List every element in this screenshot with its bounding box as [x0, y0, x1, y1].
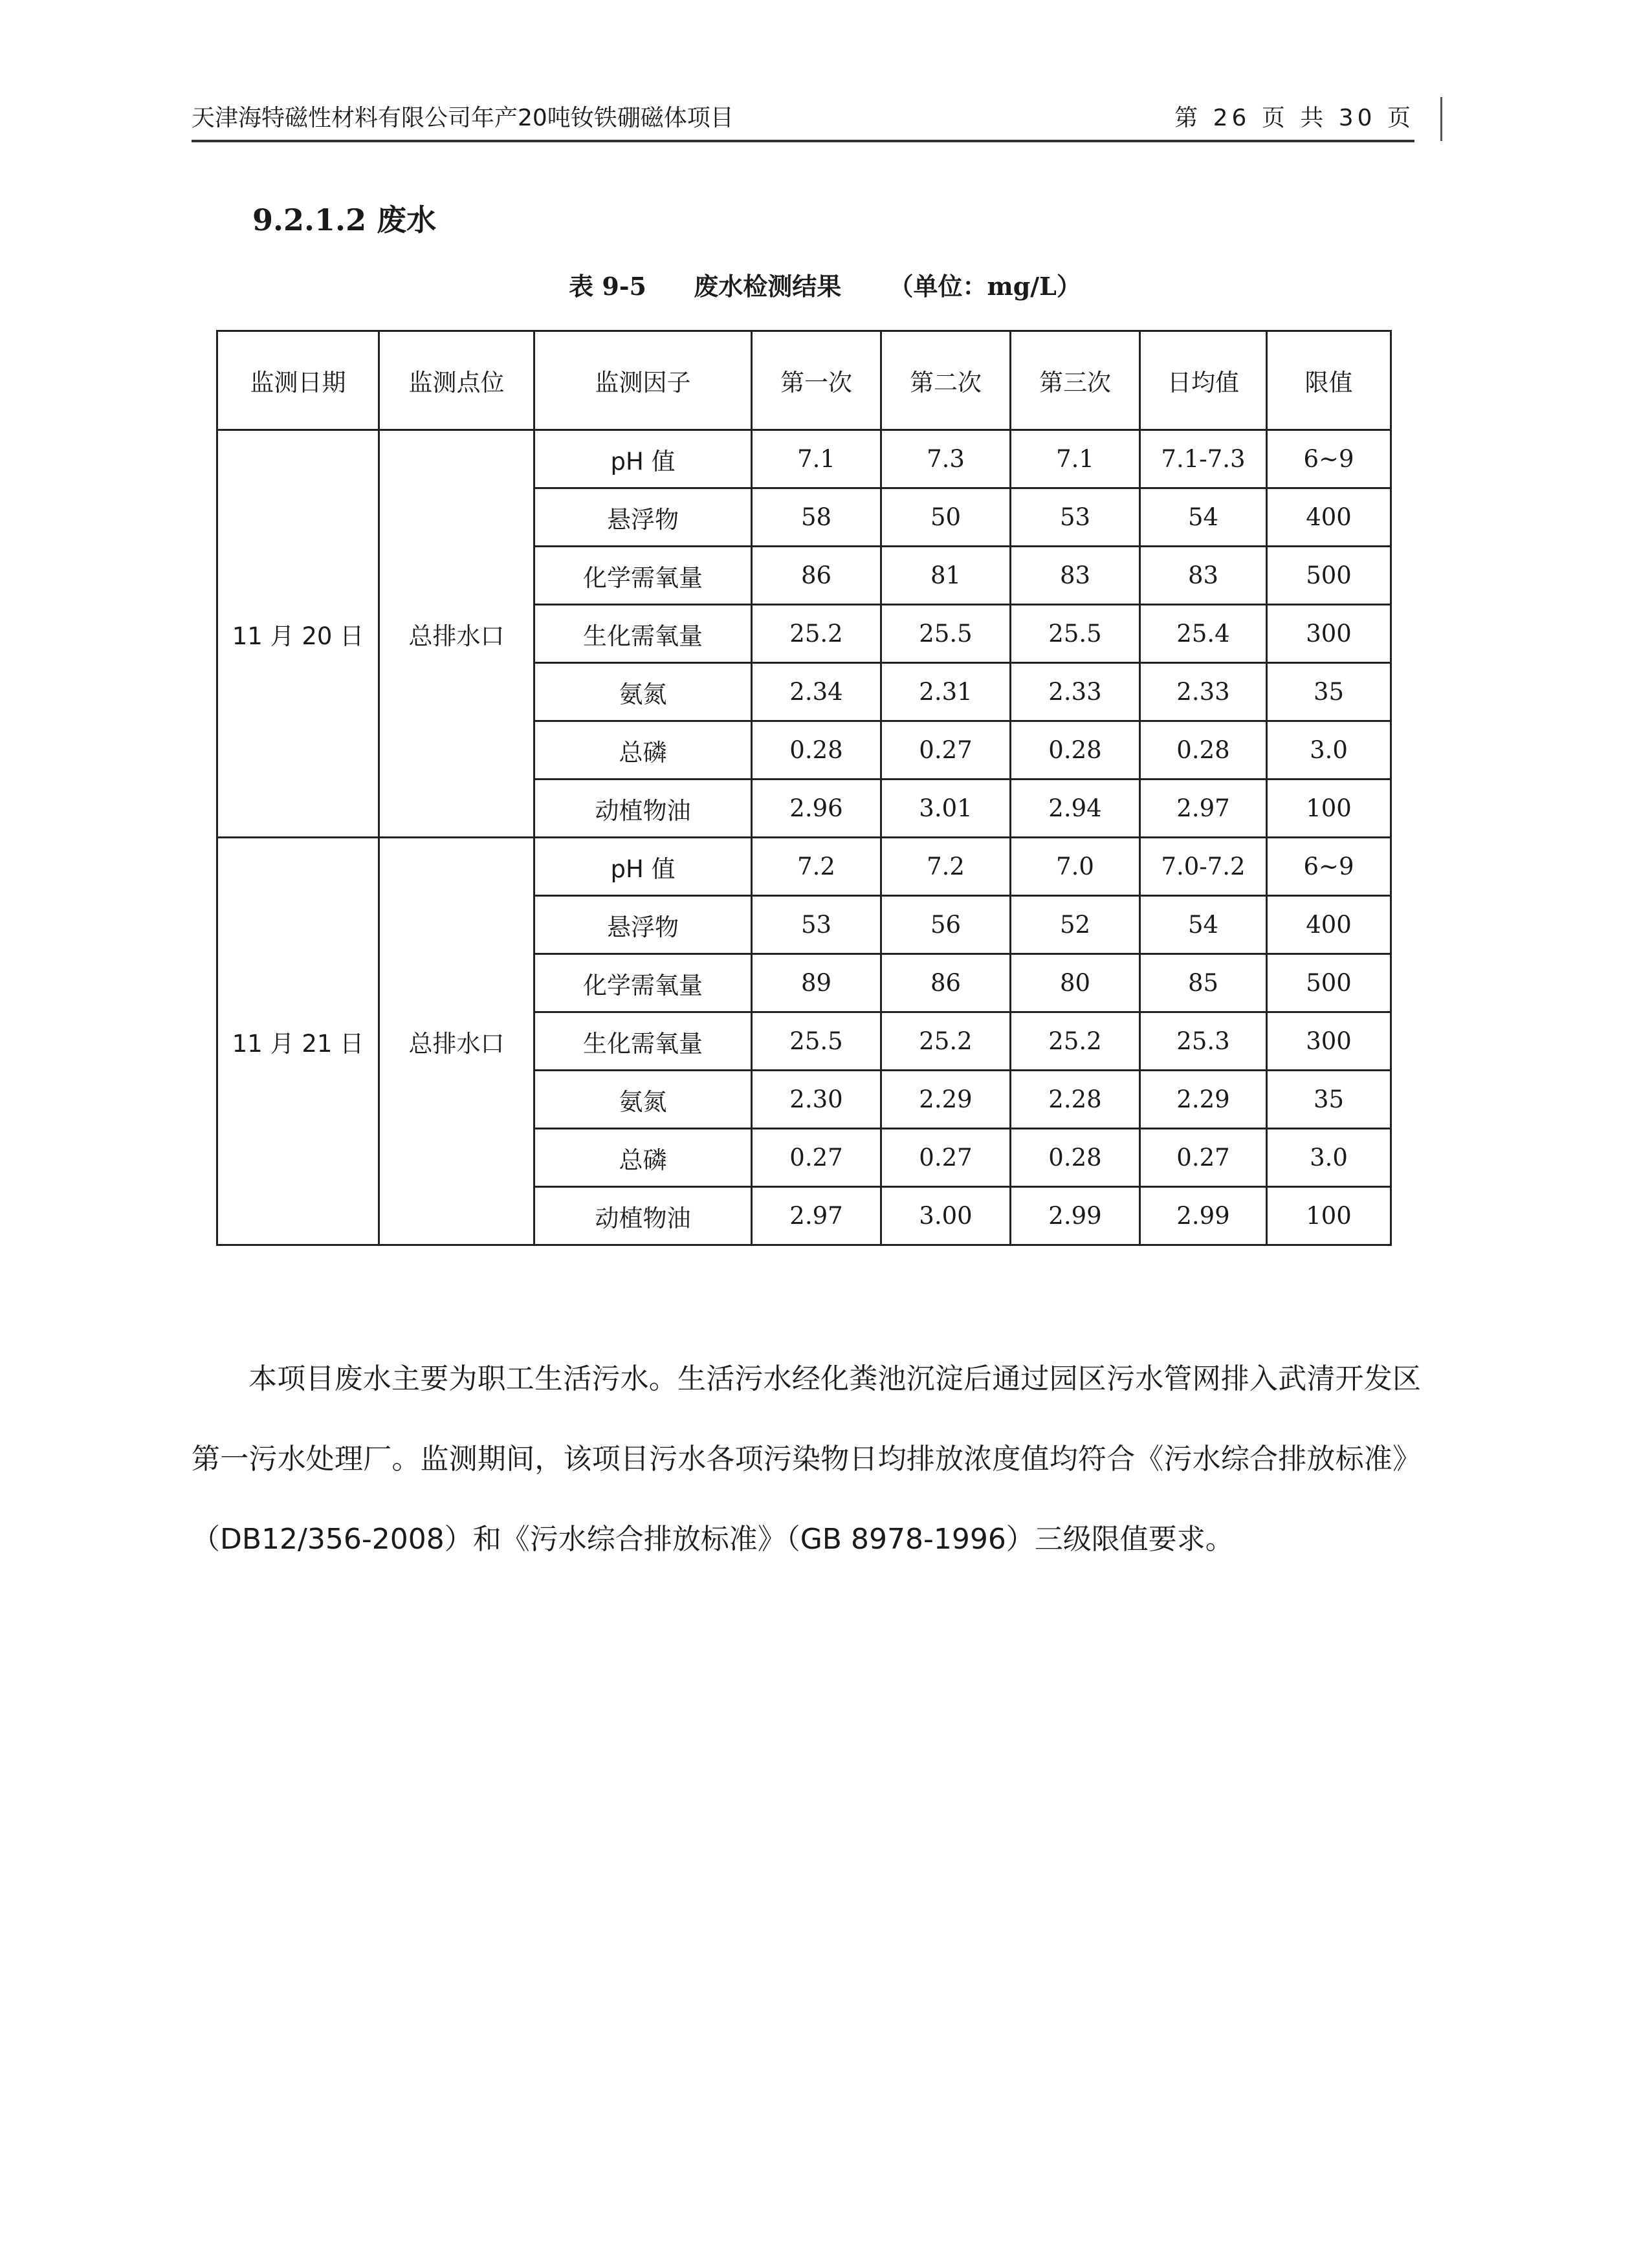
- second-value: 86: [881, 954, 1011, 1012]
- second-value: 0.27: [881, 721, 1011, 780]
- monitoring-factor: 动植物油: [534, 780, 752, 838]
- second-value: 2.29: [881, 1071, 1011, 1129]
- second-value: 3.00: [881, 1187, 1011, 1245]
- header-third: 第三次: [1011, 331, 1140, 430]
- limit-value: 6~9: [1267, 838, 1391, 896]
- limit-value: 500: [1267, 954, 1391, 1012]
- section-heading: 9.2.1.2 废水: [252, 202, 437, 237]
- page-number: 第 26 页 共 30 页: [1174, 105, 1414, 131]
- third-value: 2.94: [1011, 780, 1140, 838]
- daily-average: 54: [1140, 488, 1267, 547]
- third-value: 25.5: [1011, 605, 1140, 663]
- table-number: 表 9-5: [569, 272, 646, 301]
- monitoring-factor: 化学需氧量: [534, 547, 752, 605]
- third-value: 80: [1011, 954, 1140, 1012]
- header-limit: 限值: [1267, 331, 1391, 430]
- wastewater-results-table: [216, 330, 1392, 1246]
- first-value: 25.5: [752, 1012, 881, 1071]
- limit-value: 6~9: [1267, 430, 1391, 488]
- monitoring-factor: 氨氮: [534, 663, 752, 721]
- daily-average: 7.0-7.2: [1140, 838, 1267, 896]
- table-header-row: [217, 331, 1391, 430]
- daily-average: 85: [1140, 954, 1267, 1012]
- daily-average: 2.97: [1140, 780, 1267, 838]
- limit-value: 500: [1267, 547, 1391, 605]
- table-caption: [0, 267, 1650, 302]
- limit-value: 3.0: [1267, 721, 1391, 780]
- first-value: 2.30: [752, 1071, 881, 1129]
- daily-average: 2.29: [1140, 1071, 1267, 1129]
- limit-value: 400: [1267, 896, 1391, 954]
- third-value: 52: [1011, 896, 1140, 954]
- third-value: 53: [1011, 488, 1140, 547]
- monitoring-factor: pH 值: [534, 430, 752, 488]
- monitoring-factor: 总磷: [534, 721, 752, 780]
- third-value: 2.33: [1011, 663, 1140, 721]
- first-value: 25.2: [752, 605, 881, 663]
- first-value: 7.1: [752, 430, 881, 488]
- monitoring-date: 11 月 21 日: [217, 838, 379, 1245]
- daily-average: 2.33: [1140, 663, 1267, 721]
- header-second: 第二次: [881, 331, 1011, 430]
- daily-average: 7.1-7.3: [1140, 430, 1267, 488]
- table-row: [217, 430, 1391, 488]
- limit-value: 35: [1267, 663, 1391, 721]
- first-value: 0.28: [752, 721, 881, 780]
- page-header: [192, 97, 1414, 142]
- body-paragraph: 本项目废水主要为职工生活污水。生活污水经化粪池沉淀后通过园区污水管网排入武清开发区第一污水处理厂。监测期间，该项目污水各项污染物日均排放浓度值均符合《污水综合排放标准》（DB12/356-2008）和《污水综合排放标准》（GB 8978-1996）三级限值要求。: [192, 1362, 1421, 1556]
- monitoring-factor: 生化需氧量: [534, 1012, 752, 1071]
- second-value: 2.31: [881, 663, 1011, 721]
- third-value: 2.99: [1011, 1187, 1140, 1245]
- third-value: 0.28: [1011, 1129, 1140, 1187]
- first-value: 2.34: [752, 663, 881, 721]
- third-value: 2.28: [1011, 1071, 1140, 1129]
- second-value: 7.2: [881, 838, 1011, 896]
- limit-value: 35: [1267, 1071, 1391, 1129]
- header-daily-average: 日均值: [1140, 331, 1267, 430]
- table-title: 废水检测结果: [694, 272, 842, 301]
- monitoring-factor: 悬浮物: [534, 896, 752, 954]
- first-value: 86: [752, 547, 881, 605]
- third-value: 83: [1011, 547, 1140, 605]
- limit-value: 400: [1267, 488, 1391, 547]
- first-value: 7.2: [752, 838, 881, 896]
- limit-value: 3.0: [1267, 1129, 1391, 1187]
- daily-average: 25.3: [1140, 1012, 1267, 1071]
- header-factor: 监测因子: [534, 331, 752, 430]
- second-value: 7.3: [881, 430, 1011, 488]
- second-value: 50: [881, 488, 1011, 547]
- third-value: 0.28: [1011, 721, 1140, 780]
- table-row: [217, 838, 1391, 896]
- monitoring-factor: 悬浮物: [534, 488, 752, 547]
- second-value: 81: [881, 547, 1011, 605]
- second-value: 0.27: [881, 1129, 1011, 1187]
- monitoring-factor: 动植物油: [534, 1187, 752, 1245]
- third-value: 25.2: [1011, 1012, 1140, 1071]
- daily-average: 83: [1140, 547, 1267, 605]
- daily-average: 0.27: [1140, 1129, 1267, 1187]
- document-title: 天津海特磁性材料有限公司年产20吨钕铁硼磁体项目: [192, 105, 734, 131]
- third-value: 7.0: [1011, 838, 1140, 896]
- first-value: 58: [752, 488, 881, 547]
- monitoring-location: 总排水口: [379, 430, 534, 838]
- header-date: 监测日期: [217, 331, 379, 430]
- first-value: 2.96: [752, 780, 881, 838]
- first-value: 53: [752, 896, 881, 954]
- table-body: [217, 430, 1391, 1245]
- monitoring-factor: 总磷: [534, 1129, 752, 1187]
- monitoring-factor: 化学需氧量: [534, 954, 752, 1012]
- monitoring-factor: pH 值: [534, 838, 752, 896]
- first-value: 2.97: [752, 1187, 881, 1245]
- daily-average: 25.4: [1140, 605, 1267, 663]
- daily-average: 2.99: [1140, 1187, 1267, 1245]
- daily-average: 0.28: [1140, 721, 1267, 780]
- second-value: 25.5: [881, 605, 1011, 663]
- second-value: 25.2: [881, 1012, 1011, 1071]
- daily-average: 54: [1140, 896, 1267, 954]
- limit-value: 100: [1267, 1187, 1391, 1245]
- first-value: 89: [752, 954, 881, 1012]
- limit-value: 100: [1267, 780, 1391, 838]
- monitoring-date: 11 月 20 日: [217, 430, 379, 838]
- header-first: 第一次: [752, 331, 881, 430]
- third-value: 7.1: [1011, 430, 1140, 488]
- second-value: 56: [881, 896, 1011, 954]
- margin-mark: [1440, 97, 1442, 141]
- monitoring-factor: 生化需氧量: [534, 605, 752, 663]
- second-value: 3.01: [881, 780, 1011, 838]
- monitoring-location: 总排水口: [379, 838, 534, 1245]
- limit-value: 300: [1267, 605, 1391, 663]
- monitoring-factor: 氨氮: [534, 1071, 752, 1129]
- header-location: 监测点位: [379, 331, 534, 430]
- first-value: 0.27: [752, 1129, 881, 1187]
- table-unit: （单位：mg/L）: [888, 272, 1081, 301]
- limit-value: 300: [1267, 1012, 1391, 1071]
